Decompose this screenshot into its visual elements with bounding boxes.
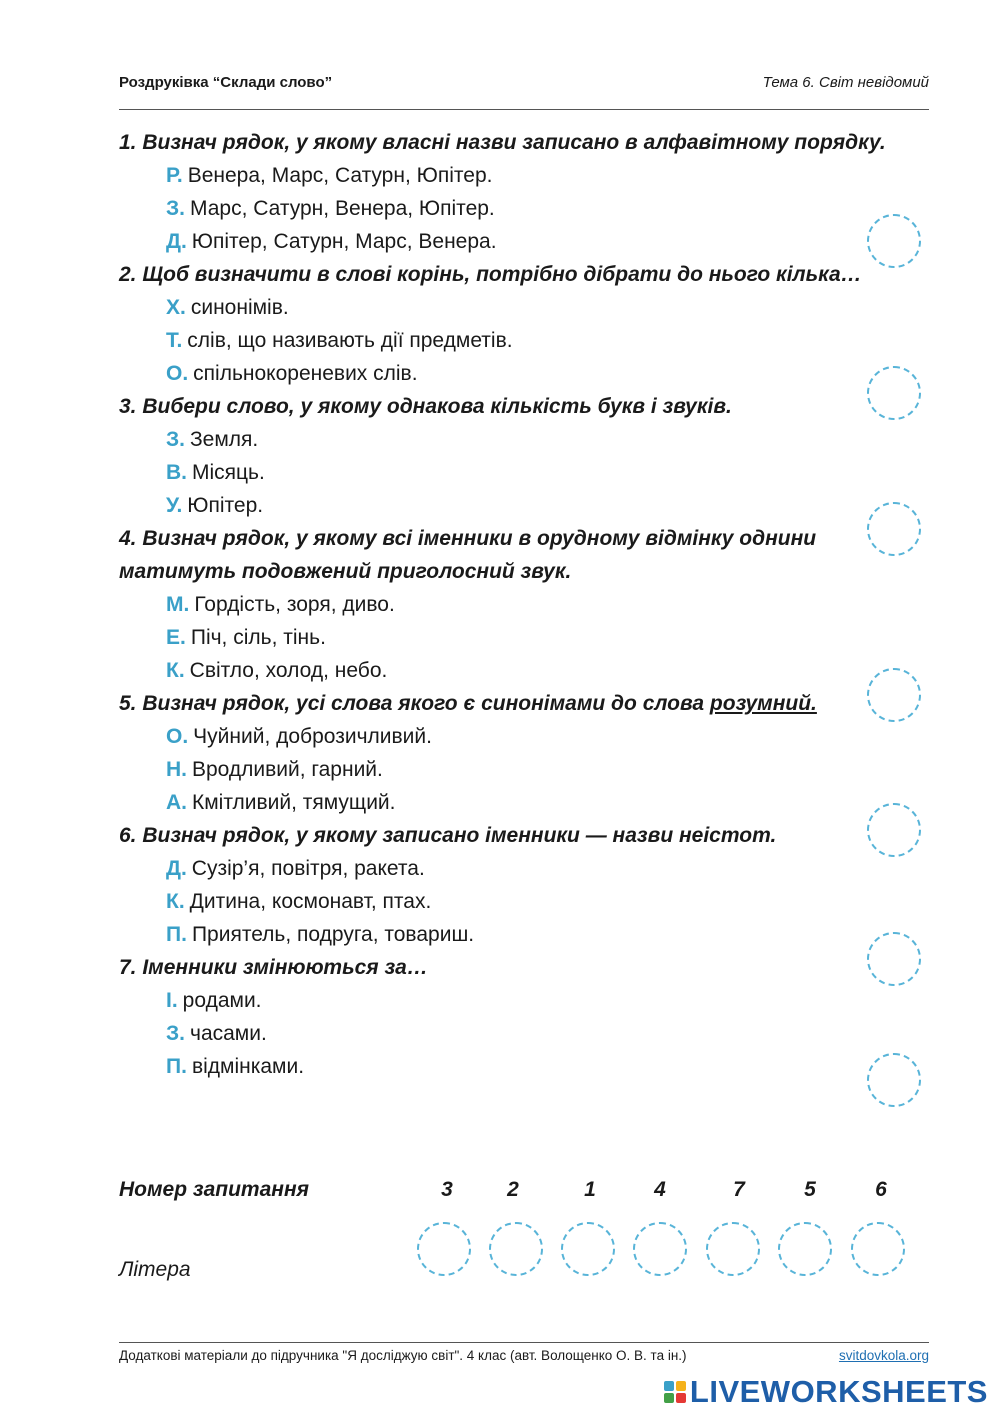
letter-input[interactable] (706, 1222, 760, 1276)
page-header (119, 72, 929, 110)
option-letter: К. (166, 890, 185, 913)
option-text: Сузір’я, повітря, ракета. (191, 857, 425, 880)
option (119, 588, 909, 621)
option-letter: В. (166, 461, 187, 484)
option-text: Юпітер, Сатурн, Марс, Венера. (191, 230, 497, 253)
question-title: 1. Визнач рядок, у якому власні назви записано в алфавітному порядку. (119, 131, 886, 154)
question-title: 6. Визнач рядок, у якому записано іменники — назви неістот. (119, 824, 777, 847)
option-text: Кмітливий, тямущий. (192, 791, 396, 814)
footer-note: Додаткові матеріали до підручника "Я досліджую світ". 4 клас (авт. Волощенко О. В. та ін.) (119, 1348, 687, 1363)
option-letter: Х. (166, 296, 186, 319)
option-letter: Н. (166, 758, 187, 781)
question-title: 2. Щоб визначити в слові корінь, потрібно дібрати до нього кілька… (119, 263, 862, 286)
underlined-word: розумний. (709, 692, 817, 715)
header-title: Роздруківка “Склади слово” (119, 74, 333, 91)
option-letter: Е. (166, 626, 186, 649)
question-number: 7 (733, 1178, 745, 1201)
option-letter: О. (166, 362, 189, 385)
option-text: Чуйний, доброзичливий. (193, 725, 432, 748)
option (119, 1050, 909, 1083)
option (119, 885, 909, 918)
question-title-text: 5. Визнач рядок, усі слова якого є синонімами до слова (119, 692, 705, 715)
option (119, 324, 909, 357)
option-letter: Д. (166, 230, 187, 253)
letter-input[interactable] (561, 1222, 615, 1276)
option (119, 357, 909, 390)
logo-square (676, 1381, 686, 1391)
answer-input-q3[interactable] (867, 502, 921, 556)
header-topic: Тема 6. Світ невідомий (762, 74, 929, 91)
page-footer (119, 1342, 929, 1372)
question-number: 4 (654, 1178, 666, 1201)
option-text: Дитина, космонавт, птах. (189, 890, 432, 913)
option-letter: І. (166, 989, 178, 1012)
option (119, 192, 909, 225)
option (119, 1017, 909, 1050)
answer-input-q4[interactable] (867, 668, 921, 722)
question-title: 4. Визнач рядок, у якому всі іменники в орудному відмінку однини матимуть подовжений приголосний звук. (119, 527, 817, 583)
letter-input[interactable] (851, 1222, 905, 1276)
letter-input[interactable] (417, 1222, 471, 1276)
liveworksheets-logo (664, 1372, 988, 1412)
option (119, 291, 909, 324)
letter-input[interactable] (778, 1222, 832, 1276)
option (119, 984, 909, 1017)
option (119, 489, 909, 522)
option-letter: П. (166, 1055, 187, 1078)
letter-label: Літера (119, 1258, 191, 1281)
option-letter: Д. (166, 857, 187, 880)
option (119, 225, 909, 258)
option-text: відмінками. (191, 1055, 305, 1078)
option (119, 852, 909, 885)
option-letter: З. (166, 1022, 185, 1045)
option-text: Юпітер. (187, 494, 264, 517)
option-text: часами. (190, 1022, 267, 1045)
option-text: слів, що називають дії предметів. (187, 329, 513, 352)
option-text: Піч, сіль, тінь. (190, 626, 326, 649)
question-title: 7. Іменники змінюються за… (119, 956, 428, 979)
option-letter: К. (166, 659, 185, 682)
question-number-label: Номер запитання (119, 1178, 310, 1201)
option (119, 786, 909, 819)
question-number: 1 (584, 1178, 596, 1201)
option (119, 654, 909, 687)
answer-input-q7[interactable] (867, 1053, 921, 1107)
option-letter: Р. (166, 164, 183, 187)
answer-input-q1[interactable] (867, 214, 921, 268)
option (119, 456, 909, 489)
question-title: 3. Вибери слово, у якому однакова кількість букв і звуків. (119, 395, 732, 418)
option (119, 720, 909, 753)
question-number: 6 (875, 1178, 887, 1201)
option-letter: П. (166, 923, 187, 946)
option (119, 918, 909, 951)
option-text: Земля. (190, 428, 259, 451)
footer-link[interactable]: svitdovkola.org (838, 1348, 929, 1363)
logo-square (664, 1381, 674, 1391)
letter-input[interactable] (489, 1222, 543, 1276)
option-letter: Т. (166, 329, 183, 352)
answer-input-q6[interactable] (867, 932, 921, 986)
question-number: 2 (507, 1178, 519, 1201)
answer-input-q2[interactable] (867, 366, 921, 420)
question-number: 3 (441, 1178, 453, 1201)
option-letter: З. (166, 197, 185, 220)
option-letter: А. (166, 791, 187, 814)
liveworksheets-logo-icon (664, 1381, 686, 1403)
option-letter: О. (166, 725, 189, 748)
option-text: Марс, Сатурн, Венера, Юпітер. (190, 197, 495, 220)
logo-square (676, 1393, 686, 1403)
answer-table (119, 1176, 919, 1296)
option (119, 621, 909, 654)
letter-input[interactable] (633, 1222, 687, 1276)
option-text: Венера, Марс, Сатурн, Юпітер. (187, 164, 493, 187)
option-letter: М. (166, 593, 190, 616)
question-number: 5 (804, 1178, 816, 1201)
option-letter: У. (166, 494, 183, 517)
option-text: Місяць. (192, 461, 265, 484)
option-text: Вродливий, гарний. (192, 758, 383, 781)
liveworksheets-wordmark: LIVEWORKSHEETS (689, 1374, 988, 1409)
answer-input-q5[interactable] (867, 803, 921, 857)
option-text: Гордість, зоря, диво. (194, 593, 395, 616)
option-text: Світло, холод, небо. (189, 659, 388, 682)
option (119, 159, 909, 192)
option-text: Приятель, подруга, товариш. (191, 923, 475, 946)
questions-list (119, 126, 909, 1083)
question-title (119, 687, 909, 720)
logo-square (664, 1393, 674, 1403)
option-letter: З. (166, 428, 185, 451)
option (119, 423, 909, 456)
option-text: родами. (182, 989, 262, 1012)
option-text: спільнокореневих слів. (193, 362, 418, 385)
option-text: синонімів. (190, 296, 289, 319)
option (119, 753, 909, 786)
